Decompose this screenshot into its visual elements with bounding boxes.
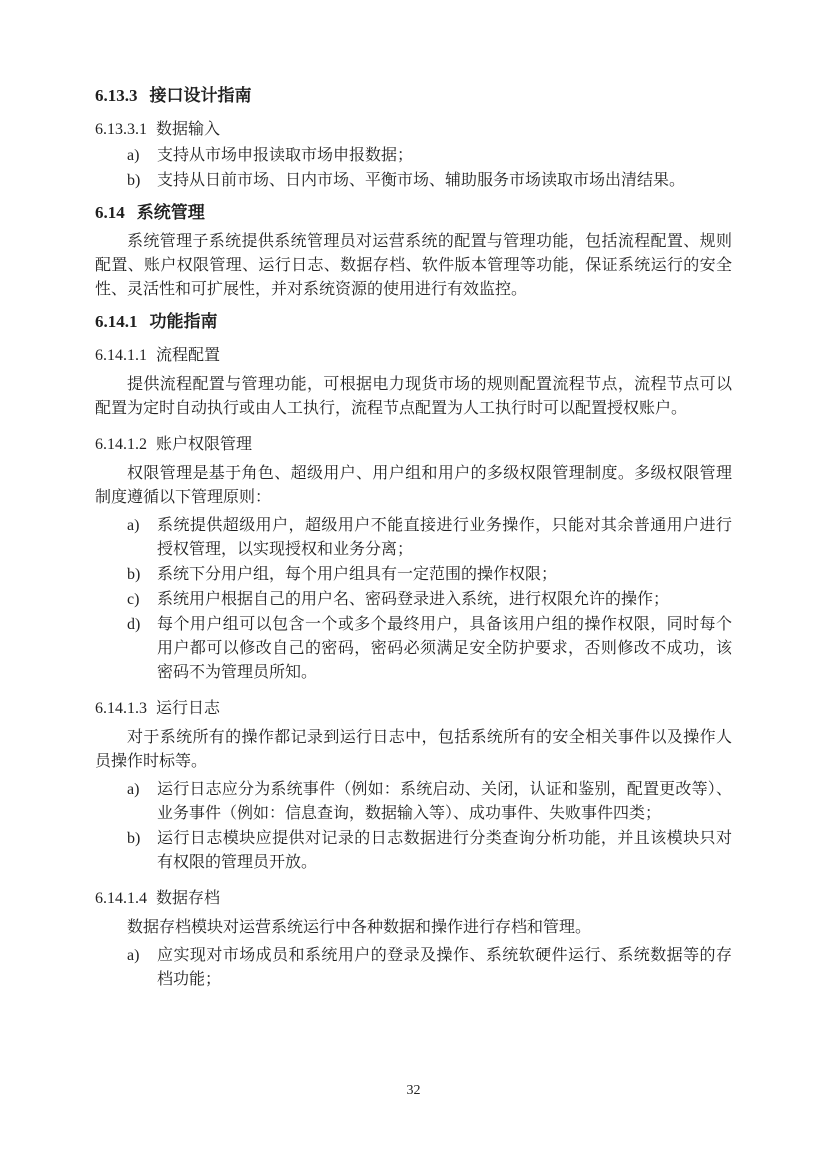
heading-number: 6.14.1 bbox=[95, 312, 138, 331]
heading-title: 功能指南 bbox=[149, 312, 218, 331]
heading-6-14-1-2 bbox=[95, 435, 732, 455]
list-item-text: 应实现对市场成员和系统用户的登录及操作、系统软硬件运行、系统数据等的存档功能； bbox=[157, 947, 732, 988]
paragraph-run-log: 对于系统所有的操作都记录到运行日志中，包括系统所有的安全相关事件以及操作人员操作时标等。 bbox=[95, 729, 732, 770]
heading-6-14 bbox=[95, 203, 732, 223]
heading-title: 流程配置 bbox=[156, 347, 221, 364]
list-item bbox=[127, 514, 732, 562]
heading-6-14-1-1 bbox=[95, 346, 732, 366]
page-footer bbox=[0, 1082, 827, 1100]
list-data-input bbox=[95, 144, 732, 193]
list-item-text: 系统下分用户组，每个用户组具有一定范围的操作权限； bbox=[157, 566, 558, 583]
list-item-text: 系统提供超级用户，超级用户不能直接进行业务操作，只能对其余普通用户进行授权管理，以实现授权和业务分离； bbox=[157, 517, 732, 558]
paragraph-account-permission: 权限管理是基于角色、超级用户、用户组和用户的多级权限管理制度。多级权限管理制度遵循以下管理原则： bbox=[95, 465, 732, 506]
heading-title: 数据输入 bbox=[156, 121, 221, 138]
list-data-archive bbox=[95, 944, 732, 992]
heading-number: 6.13.3.1 bbox=[95, 121, 147, 138]
list-item-text: 支持从市场申报读取市场申报数据； bbox=[157, 147, 414, 164]
paragraph-process-config: 提供流程配置与管理功能，可根据电力现货市场的规则配置流程节点，流程节点可以配置为定时自动执行或由人工执行，流程节点配置为人工执行时可以配置授权账户。 bbox=[95, 376, 732, 417]
list-item-text: 运行日志应分为系统事件（例如：系统启动、关闭，认证和鉴别，配置更改等）、业务事件（例如：信息查询，数据输入等）、成功事件、失败事件四类； bbox=[157, 781, 732, 822]
list-item bbox=[127, 588, 732, 612]
list-item-marker: a) bbox=[127, 781, 140, 798]
list-item-text: 运行日志模块应提供对记录的日志数据进行分类查询分析功能，并且该模块只对有权限的管理员开放。 bbox=[157, 830, 732, 871]
list-item-marker: d) bbox=[127, 616, 141, 633]
list-item bbox=[127, 944, 732, 992]
heading-title: 数据存档 bbox=[156, 890, 221, 907]
heading-number: 6.14.1.1 bbox=[95, 347, 147, 364]
list-item-text: 支持从日前市场、日内市场、平衡市场、辅助服务市场读取市场出清结果。 bbox=[157, 172, 686, 189]
heading-number: 6.13.3 bbox=[95, 86, 138, 105]
paragraph-data-archive: 数据存档模块对运营系统运行中各种数据和操作进行存档和管理。 bbox=[127, 919, 592, 936]
paragraph-system-management-intro: 系统管理子系统提供系统管理员对运营系统的配置与管理功能，包括流程配置、规则配置、账户权限管理、运行日志、数据存档、软件版本管理等功能，保证系统运行的安全性、灵活性和可扩展性，并对系统资源的使用进行有效监控。 bbox=[95, 233, 732, 298]
list-run-log bbox=[95, 778, 732, 875]
list-item-marker: a) bbox=[127, 947, 140, 964]
list-item bbox=[127, 613, 732, 685]
list-item-text: 每个用户组可以包含一个或多个最终用户，具备该用户组的操作权限，同时每个用户都可以修改自己的密码，密码必须满足安全防护要求，否则修改不成功，该密码不为管理员所知。 bbox=[157, 616, 732, 681]
list-item bbox=[127, 778, 732, 826]
list-item bbox=[127, 169, 732, 193]
page-number: 32 bbox=[406, 1083, 421, 1098]
heading-number: 6.14.1.3 bbox=[95, 700, 147, 717]
heading-6-14-1-4 bbox=[95, 889, 732, 909]
list-item-marker: b) bbox=[127, 830, 141, 847]
heading-6-13-3-1 bbox=[95, 120, 732, 140]
heading-number: 6.14.1.2 bbox=[95, 436, 147, 453]
list-item-marker: a) bbox=[127, 147, 140, 164]
list-account-permission bbox=[95, 514, 732, 685]
list-item bbox=[127, 827, 732, 875]
list-item-marker: a) bbox=[127, 517, 140, 534]
list-item bbox=[127, 144, 732, 168]
list-item bbox=[127, 563, 732, 587]
list-item-marker: b) bbox=[127, 172, 141, 189]
heading-6-14-1 bbox=[95, 312, 732, 332]
heading-title: 运行日志 bbox=[156, 700, 221, 717]
heading-6-14-1-3 bbox=[95, 699, 732, 719]
heading-title: 账户权限管理 bbox=[156, 436, 253, 453]
heading-title: 系统管理 bbox=[136, 203, 205, 222]
heading-number: 6.14 bbox=[95, 203, 125, 222]
heading-6-13-3 bbox=[95, 86, 732, 106]
list-item-marker: b) bbox=[127, 566, 141, 583]
list-item-text: 系统用户根据自己的用户名、密码登录进入系统，进行权限允许的操作； bbox=[157, 591, 670, 608]
list-item-marker: c) bbox=[127, 591, 140, 608]
heading-title: 接口设计指南 bbox=[149, 86, 252, 105]
heading-number: 6.14.1.4 bbox=[95, 890, 147, 907]
